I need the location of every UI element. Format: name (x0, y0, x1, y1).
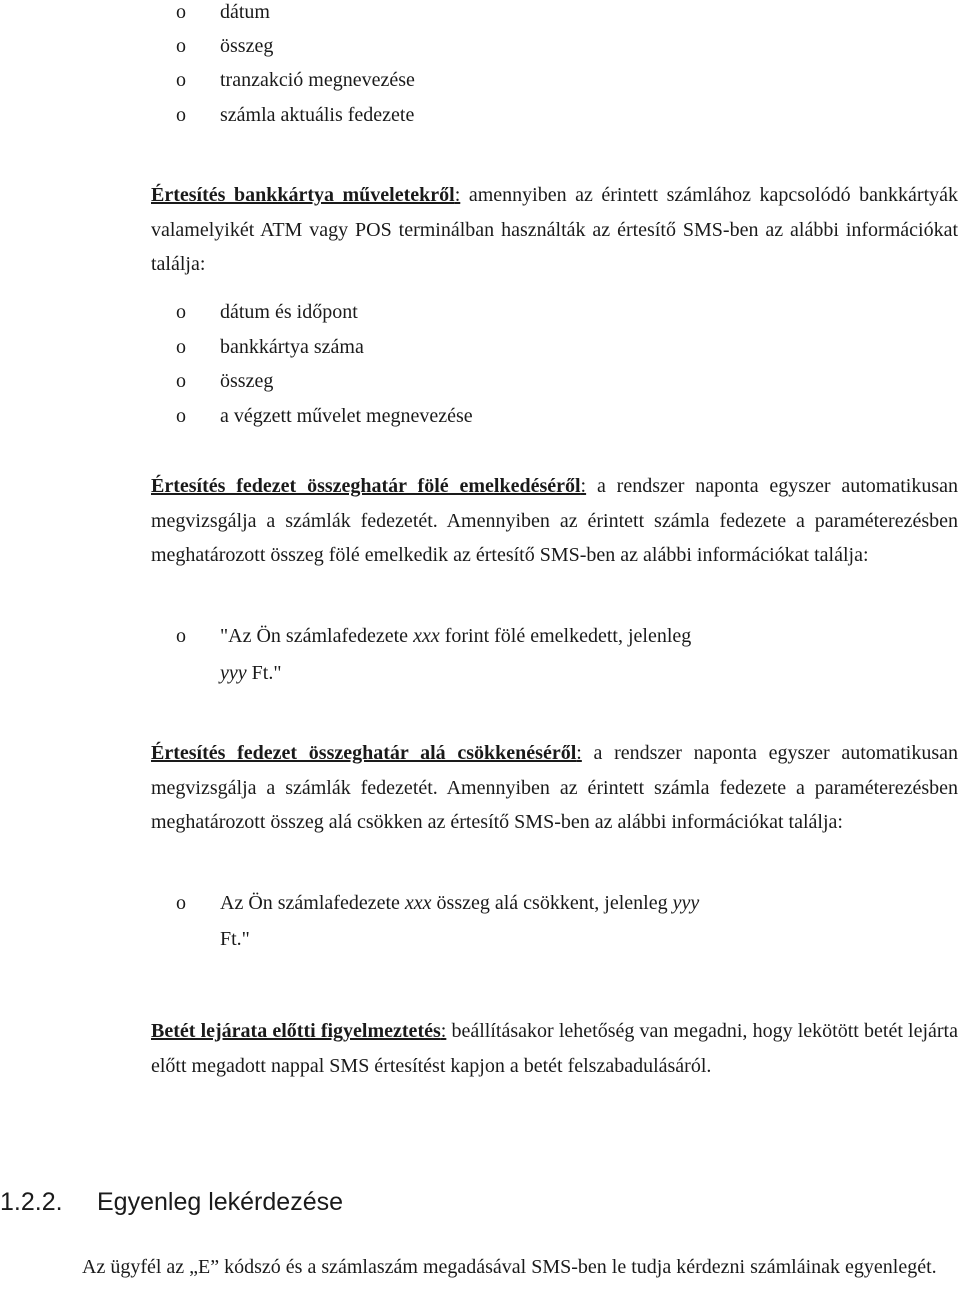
message-text: "Az Ön számlafedezete (220, 625, 414, 647)
bullet-marker: o (176, 35, 186, 57)
bullet-marker: o (176, 104, 186, 126)
paragraph-body: beállításakor lehetőség van megadni, hogy lekötött betét lejárta előtt megadott nappal SMS értesítést kapjon a betét felszabadulásáról. (151, 1020, 958, 1077)
list-item-text: összeg (220, 370, 274, 392)
bullet-marker: o (176, 370, 186, 392)
section-title: Egyenleg lekérdezése (97, 1188, 343, 1216)
list-item-text (220, 886, 699, 920)
paragraph-body: amennyiben az érintett számlához kapcsolódó bankkártyák valamelyikét ATM vagy POS terminálban használták az értesítő SMS-ben az alábbi információkat találja: (151, 184, 958, 276)
list-item-continuation (220, 922, 250, 956)
list-item-text: a végzett művelet megnevezése (220, 405, 473, 427)
paragraph-body: a rendszer naponta egyszer automatikusan megvizsgálja a számlák fedezetét. Amennyiben az érintett számla fedezete a paraméterezésben meghatározott összeg fölé emelkedik az értesítő SMS-ben az alábbi információkat találja: (151, 475, 958, 567)
list-item-text: bankkártya száma (220, 336, 364, 358)
list-item-text: összeg (220, 35, 274, 57)
amount-placeholder: xxx (413, 625, 440, 647)
bullet-marker: o (176, 336, 186, 358)
bullet-marker: o (176, 892, 186, 914)
list-item-continuation (220, 656, 281, 690)
bullet-marker: o (176, 69, 186, 91)
message-text: Ft." (246, 662, 282, 684)
message-text: Az Ön számlafedezete (220, 892, 405, 914)
bullet-marker: o (176, 625, 186, 647)
section-number: 1.2.2. (0, 1188, 63, 1216)
list-item-text: számla aktuális fedezete (220, 104, 415, 126)
deposit-warning-paragraph (151, 1014, 958, 1083)
message-text: Ft." (220, 928, 250, 950)
heading-colon: : (440, 1020, 447, 1042)
heading-colon: : (580, 475, 587, 497)
list-item-text: dátum és időpont (220, 301, 358, 323)
message-text: összeg alá csökkent, jelenleg (431, 892, 673, 914)
heading-colon: : (576, 742, 582, 764)
above-threshold-paragraph (151, 469, 958, 573)
bullet-marker: o (176, 405, 186, 427)
paragraph-body: a rendszer naponta egyszer automatikusan megvizsgálja a számlák fedezetét. Amennyiben az érintett számla fedezete a paraméterezésben meghatározott összeg alá csökken az értesítő SMS-ben az alábbi információkat találja: (151, 742, 959, 834)
heading-colon: : (454, 184, 461, 206)
list-item-text: dátum (220, 1, 270, 23)
paragraph-heading: Értesítés bankkártya műveletekről (151, 184, 455, 206)
list-item-text: tranzakció megnevezése (220, 69, 415, 91)
card-notification-paragraph (151, 178, 958, 282)
list-item-text (220, 619, 691, 653)
balance-query-paragraph: Az ügyfél az „E” kódszó és a számlaszám megadásával SMS-ben le tudja kérdezni számláinak egyenlegét. (82, 1256, 937, 1278)
bullet-marker: o (176, 1, 186, 23)
paragraph-heading: Értesítés fedezet összeghatár alá csökkenéséről (151, 742, 577, 764)
paragraph-heading: Betét lejárata előtti figyelmeztetés (151, 1020, 441, 1042)
below-threshold-paragraph (151, 736, 958, 840)
message-text: forint fölé emelkedett, jelenleg (439, 625, 692, 647)
amount-placeholder: xxx (404, 892, 432, 914)
balance-placeholder: yyy (672, 892, 700, 914)
balance-placeholder: yyy (220, 662, 247, 684)
bullet-marker: o (176, 301, 186, 323)
paragraph-heading: Értesítés fedezet összeghatár fölé emelkedéséről (151, 475, 581, 497)
